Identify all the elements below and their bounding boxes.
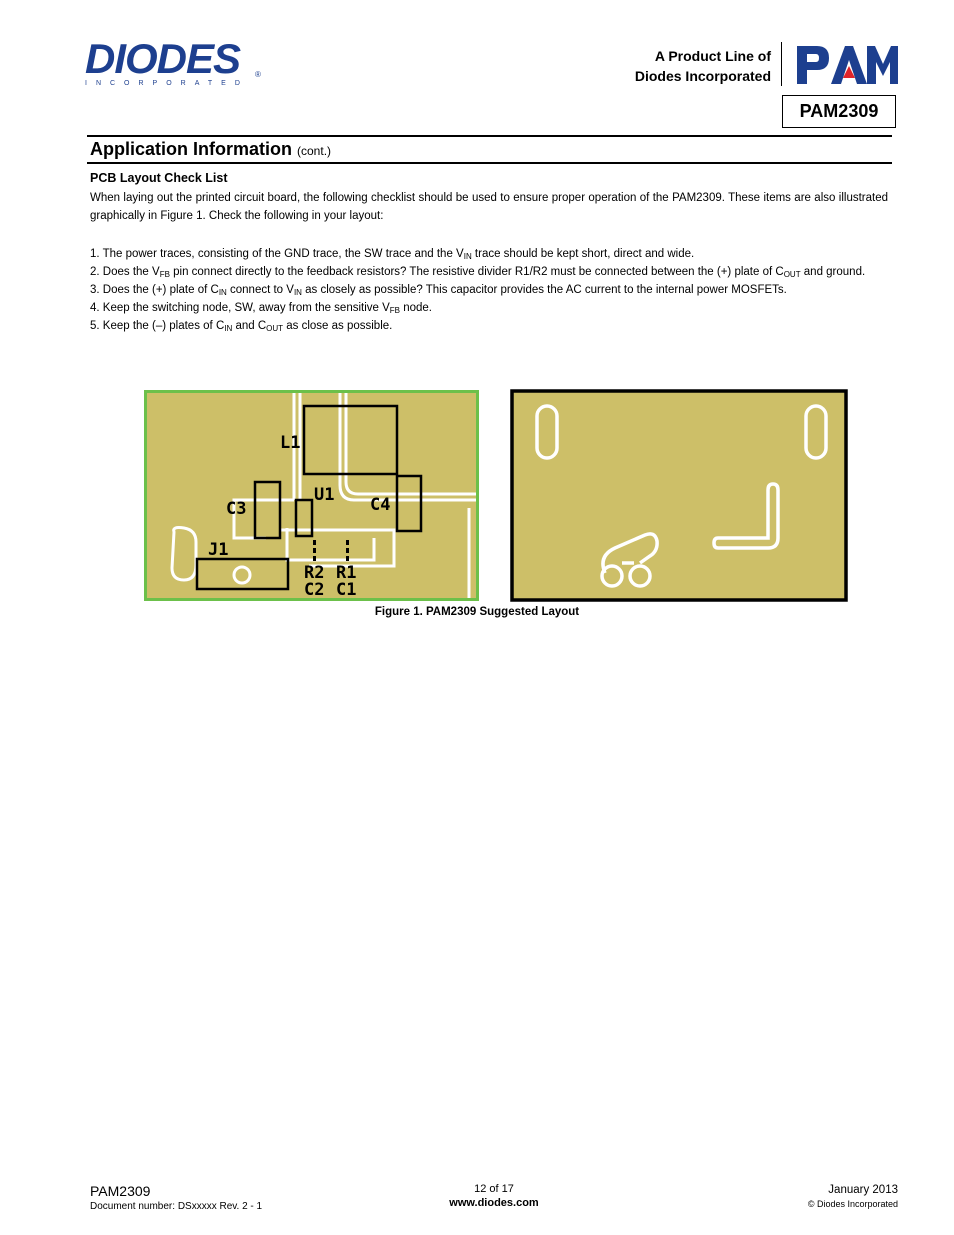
- figure-caption: Figure 1. PAM2309 Suggested Layout: [374, 606, 580, 618]
- diodes-logo-text: DIODES: [85, 35, 241, 82]
- footer-date: January 2013: [828, 1184, 898, 1196]
- pam-logo-text: PAM: [795, 42, 798, 43]
- product-line-1: A Product Line of: [654, 48, 771, 64]
- header-divider: [781, 42, 782, 86]
- pam-logo: [795, 42, 899, 86]
- label-r2: R2: [304, 563, 325, 583]
- label-c2: C2: [304, 580, 325, 600]
- product-line-2: Diodes Incorporated: [634, 68, 771, 84]
- subheading: PCB Layout Check List: [90, 171, 228, 185]
- footer-part: PAM2309: [90, 1183, 151, 1199]
- diodes-logo-subtext: INCORPORATED: [85, 80, 249, 87]
- section-title: [90, 139, 331, 160]
- footer-copyright: © Diodes Incorporated: [807, 1199, 898, 1209]
- list-item: 4. Keep the switching node, SW, away from the sensitive $V_{FB}$ node.: [90, 302, 433, 315]
- section-title-suffix: (cont.): [297, 144, 332, 158]
- footer-website[interactable]: www.diodes.com: [449, 1197, 539, 1209]
- label-l1: L1: [280, 433, 301, 453]
- product-line-text: [635, 46, 771, 86]
- rule-top: [87, 135, 892, 137]
- list-item: 5. Keep the (–) plates of $C_{IN}$ and $C_{OUT}$ as close as possible.: [90, 320, 393, 333]
- pcb-bottom-board: [512, 391, 846, 600]
- part-number-box: PAM2309: [782, 95, 896, 128]
- checklist: [90, 245, 890, 335]
- label-c4: C4: [370, 495, 391, 515]
- pcb-bottom-layer: [510, 388, 848, 602]
- diodes-logo: [85, 35, 260, 87]
- rule-bottom: [87, 162, 892, 164]
- intro-paragraph: When laying out the printed circuit board, the following checklist should be used to ensure proper operation of the PAM2309. These items are also illustrated graphically in Figure 1. Check the following in your layout:: [90, 192, 888, 222]
- label-u1: U1: [314, 485, 335, 505]
- label-j1: J1: [208, 540, 229, 560]
- registered-mark-icon: ®: [255, 70, 261, 79]
- section-title-text: Application Information: [90, 139, 292, 159]
- pcb-top-layer: [144, 390, 479, 601]
- label-c3: C3: [226, 499, 247, 519]
- list-item: 1. The power traces, consisting of the GND trace, the SW trace and the $V_{IN}$ trace should be kept short, direct and wide.: [90, 248, 695, 261]
- footer-doc-number: Document number: DSxxxxx Rev. 2 - 1: [90, 1201, 263, 1212]
- label-r1: R1: [336, 563, 357, 583]
- list-item: 3. Does the (+) plate of $C_{IN}$ connect to $V_{IN}$ as closely as possible? This capacitor provides the AC current to the internal power MOSFETs.: [90, 284, 787, 297]
- footer-page: 12 of 17: [474, 1183, 514, 1195]
- label-c1: C1: [336, 580, 357, 600]
- list-item: 2. Does the $V_{FB}$ pin connect directly to the feedback resistors? The resistive divider R1/R2 must be connected between the (+) plate of $C_{OUT}$ and ground.: [90, 266, 866, 279]
